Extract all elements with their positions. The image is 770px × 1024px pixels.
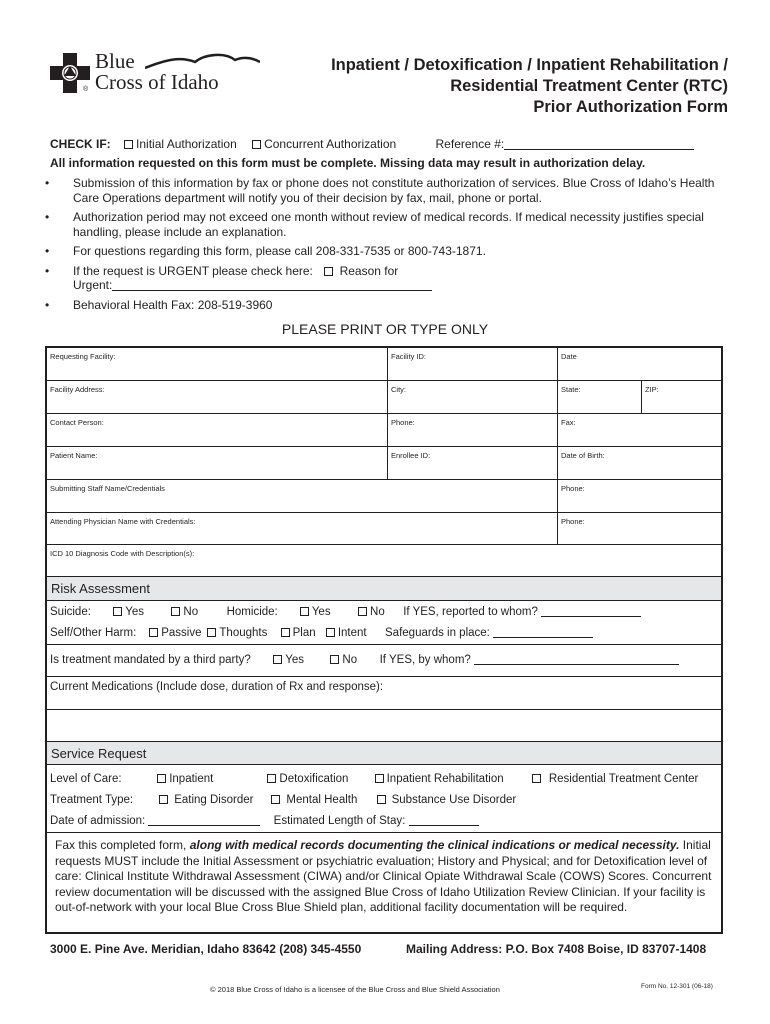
mailing-address: Mailing Address: P.O. Box 7408 Boise, ID 83707-1408 [406,942,707,956]
detoxification-option[interactable]: Detoxification [267,773,371,785]
substance-use-option[interactable]: Substance Use Disorder [377,794,517,806]
date-of-admission-field[interactable] [148,815,260,826]
list-item-urgent: • If the request is URGENT please check here: Reason for Urgent: [45,264,715,293]
mandated-by-field[interactable] [474,654,679,665]
checkbox[interactable] [124,140,133,149]
checkbox[interactable] [252,140,261,149]
street-address: 3000 E. Pine Ave. Meridian, Idaho 83642 (208) 345-4550 [50,942,362,956]
form-row [47,545,721,577]
service-request-heading: Service Request [47,741,721,765]
title-line-1: Inpatient / Detoxification / Inpatient Rehabilitation / [331,56,728,74]
checkbox[interactable] [149,628,158,637]
icd-diagnosis-field[interactable]: ICD 10 Diagnosis Code with Description(s): [50,549,195,558]
suicide-no-option[interactable]: No [171,606,223,618]
form-row [47,381,721,414]
staff-phone-field[interactable]: Phone: [557,480,721,512]
level-of-care-row: Level of Care: Inpatient Detoxification Inpatient Rehabilitation Residential Treatment Center [50,773,699,785]
fax-instructions: Fax this completed form, along with medical records documenting the clinical indications or medical necessity. Initial requests MUST include the Initial Assessment or psychiatric evaluation; History and Physical; and for Detoxification level of care: Clinical Institute Withdrawal Assessment (CIWA) and/or Clinical Opiate Withdrawal Scale (COWS) Scores. Concurrent review documentation will be discussed with the assigned Blue Cross of Idaho Utilization Review Clinician. If your facility is out-of-network with your local Blue Cross Blue Shield plan, additional facility documentation will be required. [55,838,712,914]
date-field[interactable]: Date [557,348,721,380]
checkbox[interactable] [157,774,166,783]
form-row [47,414,721,447]
form-row [47,480,721,513]
homicide-yes-option[interactable]: Yes [300,606,355,618]
zip-field[interactable]: ZIP: [641,381,721,413]
current-medications-field[interactable] [47,710,721,740]
reference-label: Reference #: [435,137,505,151]
state-field[interactable]: State: [557,381,641,413]
list-item: • Authorization period may not exceed one month without review of medical records. If medical necessity justifies special handling, please include an explanation. [45,210,715,239]
instructions-list [45,176,715,317]
intent-option[interactable]: Intent [326,627,382,639]
checkbox[interactable] [267,774,276,783]
enrollee-id-field[interactable]: Enrollee ID: [387,447,557,479]
phone-field[interactable]: Phone: [387,414,557,446]
current-medications-label: Current Medications (Include dose, duration of Rx and response): [50,681,384,693]
facility-address-field[interactable]: Facility Address: [50,385,105,394]
title-line-2: Residential Treatment Center (RTC) [450,77,728,95]
reported-to-field[interactable] [541,606,641,617]
mountain-icon [145,52,260,70]
checkbox[interactable] [358,607,367,616]
checkbox[interactable] [281,628,290,637]
mandated-no-option[interactable]: No [330,654,376,666]
checkbox[interactable] [273,655,282,664]
rtc-option[interactable]: Residential Treatment Center [532,773,699,785]
divider [47,676,721,677]
blue-cross-logo [50,50,240,98]
fax-emphasis: along with medical records documenting the clinical indications or medical necessity. [189,838,680,852]
checkbox[interactable] [159,795,168,804]
suicide-yes-option[interactable]: Yes [113,606,168,618]
city-field[interactable]: City: [387,381,557,413]
treatment-type-row: Treatment Type: Eating Disorder Mental Health Substance Use Disorder [50,794,517,806]
attending-physician-field[interactable]: Attending Physician Name with Credentials: [50,517,196,526]
form-title [331,55,728,118]
checkbox[interactable] [113,607,122,616]
print-instruction: PLEASE PRINT OR TYPE ONLY [281,321,489,337]
urgent-checkbox[interactable] [324,267,333,276]
admission-row: Date of admission: Estimated Length of Stay: [47,815,721,827]
checkbox[interactable] [330,655,339,664]
form-row [47,513,721,545]
checkbox[interactable] [377,795,386,804]
form-number: Form No. 12-301 (06-18) [641,983,713,990]
mandated-yes-option[interactable]: Yes [273,654,327,666]
list-item: • For questions regarding this form, please call 208-331-7535 or 800-743-1871. [45,244,715,259]
contact-person-field[interactable]: Contact Person: [50,418,104,427]
list-item: • Behavioral Health Fax: 208-519-3960 [45,298,715,313]
mental-health-option[interactable]: Mental Health [271,794,373,806]
submitting-staff-field[interactable]: Submitting Staff Name/Credentials [50,484,165,493]
facility-id-field[interactable]: Facility ID: [387,348,557,380]
check-if-label: CHECK IF: [50,137,111,151]
reference-field[interactable] [504,139,694,150]
safeguards-field[interactable] [493,627,593,638]
thoughts-option[interactable]: Thoughts [207,627,277,639]
divider [47,832,721,833]
fax-field[interactable]: Fax: [557,414,721,446]
logo-text-cross-of-idaho: Cross of Idaho [95,70,219,94]
risk-assessment-heading: Risk Assessment [47,577,721,601]
checkbox[interactable] [207,628,216,637]
self-harm-row: Self/Other Harm: Passive Thoughts Plan Intent Safeguards in place: [47,627,721,639]
date-of-birth-field[interactable]: Date of Birth: [557,447,721,479]
physician-phone-field[interactable]: Phone: [557,513,721,544]
form-row [47,447,721,480]
check-if-row [50,137,730,151]
logo-text-blue: Blue [95,49,135,73]
title-line-3: Prior Authorization Form [533,98,728,116]
length-of-stay-field[interactable] [409,815,479,826]
notice-text: All information requested on this form must be complete. Missing data may result in authorization delay. [50,156,646,170]
registered-mark: ® [83,86,89,93]
footer-address [50,942,730,956]
urgent-reason-field[interactable] [112,279,432,291]
eating-disorder-option[interactable]: Eating Disorder [159,794,268,806]
suicide-row: Suicide: Yes No Homicide: Yes No If YES, reported to whom? [47,606,721,618]
list-item: • Submission of this information by fax or phone does not constitute authorization of services. Blue Cross of Idaho’s Health Care Operations department will notify you of their decision by fax, mail, phone or portal. [45,176,715,205]
checkbox[interactable] [300,607,309,616]
checkbox[interactable] [375,774,384,783]
requesting-facility-field[interactable]: Requesting Facility: [50,352,116,361]
checkbox[interactable] [271,795,280,804]
checkbox[interactable] [171,607,180,616]
passive-option[interactable]: Passive [149,627,204,639]
copyright-text: © 2018 Blue Cross of Idaho is a licensee of the Blue Cross and Blue Shield Association [210,985,500,994]
initial-authorization-option[interactable]: Initial Authorization [124,137,237,151]
divider [47,644,721,645]
inpatient-rehabilitation-option[interactable]: Inpatient Rehabilitation [375,773,529,785]
patient-name-field[interactable]: Patient Name: [50,451,98,460]
plan-option[interactable]: Plan [281,627,323,639]
checkbox[interactable] [532,774,541,783]
form-row [47,348,721,381]
authorization-form [45,346,723,934]
checkbox[interactable] [326,628,335,637]
concurrent-authorization-option[interactable]: Concurrent Authorization [252,137,396,151]
mandated-row: Is treatment mandated by a third party? Yes No If YES, by whom? [47,654,721,666]
inpatient-option[interactable]: Inpatient [157,773,264,785]
homicide-no-option[interactable]: No [358,606,400,618]
